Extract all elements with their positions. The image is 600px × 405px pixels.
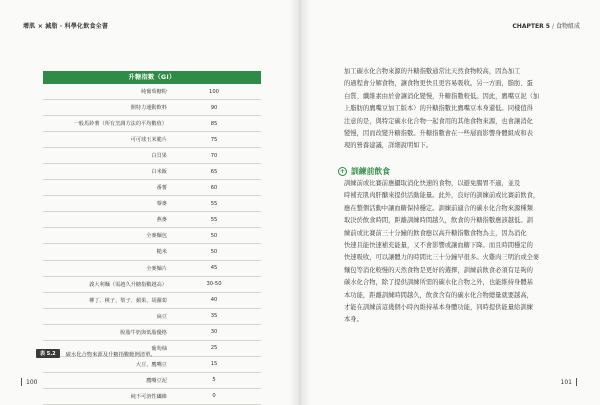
gi-value-cell: 25 (210, 345, 218, 352)
text-line: 本身。 (344, 316, 363, 324)
gi-value-cell: 50 (210, 232, 218, 239)
table-row (43, 212, 261, 228)
gi-value-cell: 85 (210, 120, 218, 127)
text-line: 取決於飲食時間，距離訓練時間越久，飲食的升糖指數應該越低。訓 (344, 217, 533, 225)
food-cell: 全麥麵包 (146, 233, 167, 240)
table-row (43, 293, 261, 309)
text-line: 麵包等消化較慢的天然食物是更好的選擇，訓練前飲食必須有足夠的 (344, 266, 533, 274)
text-line: 變慢，因而改變升糖指數。升糖指數會在一些層面影響身體組成和表 (344, 130, 533, 138)
page-number-right (561, 378, 577, 386)
text-line: 快速且能快速補充能量，又不會影響或讓血糖下降。而且時間穩定的 (344, 242, 533, 250)
text-line: 現的營養建議，詳細說明如下。 (344, 142, 433, 150)
caption-tag: 表 5.2 (36, 349, 60, 358)
food-cell: 藜麥 (156, 201, 167, 208)
table-row (43, 357, 261, 373)
text-line: 訓練前或比賽前應攝取消化快速的食物，以避免腸胃不適，並及 (344, 180, 521, 187)
table-row (43, 84, 261, 100)
text-line: 時補充肌肉肝醣來提供活動能量。此外，良好的訓練前或比賽前飲食， (344, 192, 540, 200)
food-cell: 一般馬鈴薯（所有烹調方法的平均數值） (73, 121, 167, 128)
food-cell: 純不可溶性纖維 (130, 393, 167, 400)
text-line: 注意的是，與特定碳水化合物一起食用的其他食物來源，也會讓消化 (344, 117, 533, 125)
folio-bar-left (21, 378, 22, 386)
chapter-separator: / (551, 23, 554, 30)
text-line: 應在整個活動中讓血糖保持穩定。訓練前適合的碳水化合物來源種類 (344, 204, 533, 212)
running-head-right (512, 21, 580, 30)
food-cell: 白米飯 (151, 169, 167, 176)
text-line: 碳水化合物，除了提供訓練所需的碳水化合物之外，也能維持身體基 (344, 279, 533, 287)
page-number-left-text: 100 (26, 378, 38, 386)
gi-value-cell: 100 (209, 88, 219, 95)
book-gutter (289, 0, 311, 405)
food-cell: 鷹嘴豆泥 (146, 377, 167, 384)
gi-value-cell: 70 (210, 152, 218, 159)
food-cell: 白貝果 (151, 153, 167, 160)
gi-value-cell: 50 (210, 248, 218, 255)
plus-circle-icon: + (339, 167, 346, 175)
gi-value-cell: 5 (212, 377, 216, 384)
table-row (43, 261, 261, 277)
gi-value-cell: 90 (210, 104, 218, 111)
page-number-right-text: 101 (560, 378, 572, 386)
food-cell: 脫脂牛奶與低脂優格 (120, 329, 167, 336)
gi-value-cell: 60 (210, 184, 218, 191)
food-cell: 葡萄柚 (151, 345, 167, 352)
table-row (43, 180, 261, 196)
gi-value-cell: 30-50 (206, 281, 222, 288)
food-cell: 純葡萄糖粉 (141, 89, 167, 96)
table-caption (36, 349, 156, 358)
chapter-title: 食物組成 (555, 23, 580, 30)
section-heading-text: 訓練前飲食 (351, 167, 390, 176)
table-row (43, 389, 261, 405)
table-row (43, 116, 261, 132)
table-row (43, 148, 261, 164)
food-cell: 柳丁、桃子、梨子、蘋果、胡蘿蔔 (89, 297, 167, 304)
paragraph-2 (344, 178, 578, 327)
text-line: 練前或比賽前三十分鐘的飲食應以高升糖指數食物為主，因為消化 (344, 229, 527, 237)
gi-value-cell: 55 (210, 216, 218, 223)
gi-value-cell: 30 (210, 329, 218, 336)
food-cell: 開特力運動飲料 (130, 105, 167, 112)
running-head-left: 增肌 × 減脂 · 科學化飲食全書 (23, 23, 109, 30)
gi-value-cell: 40 (210, 297, 218, 304)
table-row (43, 164, 261, 180)
food-cell: 全麥麵片 (146, 265, 167, 272)
food-cell: 糙米 (156, 249, 167, 256)
food-cell: 燕麥 (156, 217, 167, 224)
table-row (43, 100, 261, 116)
gi-value-cell: 45 (210, 265, 218, 272)
text-line: 的過程會分解食物，讓食物更快且更容易吸收。另一方面，脂肪、蛋 (344, 80, 533, 88)
table-header: 升糖指數（GI） (43, 71, 261, 84)
food-cell: 番薯 (156, 185, 167, 192)
text-line: 白質、纖維素由於會讓消化變慢，升糖指數較低。因此，鷹嘴豆泥（加 (344, 92, 540, 100)
gi-value-cell: 0 (212, 393, 216, 400)
table-row (43, 196, 261, 212)
food-cell: 扁豆 (156, 313, 167, 320)
paragraph-1 (344, 66, 578, 153)
gi-value-cell: 15 (210, 361, 218, 368)
text-line: 上脂肪的鷹嘴豆加工版本）的升糖指數比鷹嘴豆本身還低。同樣值得 (344, 105, 533, 113)
folio-bar-right (576, 378, 577, 386)
gi-value-cell: 65 (210, 168, 218, 175)
food-cell: 義大利麵（需越久升糖指數越高） (89, 281, 167, 288)
section-heading (338, 166, 390, 177)
table-row (43, 132, 261, 148)
table-row (43, 373, 261, 389)
caption-text: 碳水化合物來源及升糖指數範例清單。 (65, 351, 156, 358)
table-row (43, 325, 261, 341)
table-row (43, 309, 261, 325)
chapter-label: CHAPTER 5 (512, 23, 550, 30)
table-row (43, 277, 261, 293)
gi-value-cell: 35 (210, 313, 218, 320)
table-row (43, 244, 261, 260)
text-line: 快速吸收，可以讓體力的時間比三十分鐘早很多。火雞肉三明治或全麥 (344, 254, 540, 262)
page-number-left (21, 378, 37, 386)
text-line: 加工碳水化合物來源的升糖指數通常比天然食物較高，因為加工 (344, 68, 521, 75)
food-cell: 大豆、鷹嘴豆 (135, 361, 167, 368)
food-cell: 可可球玉米脆片 (130, 137, 167, 144)
table-row (43, 228, 261, 244)
text-line: 本功能，距離訓練時間越久，飲食含有的碳水化合物總量就要越高， (344, 291, 533, 299)
text-line: 才能在訓練前這幾個小時內維持基本身體功能，同時提供能量給訓練 (344, 304, 533, 312)
gi-value-cell: 75 (210, 136, 218, 143)
gi-value-cell: 55 (210, 200, 218, 207)
